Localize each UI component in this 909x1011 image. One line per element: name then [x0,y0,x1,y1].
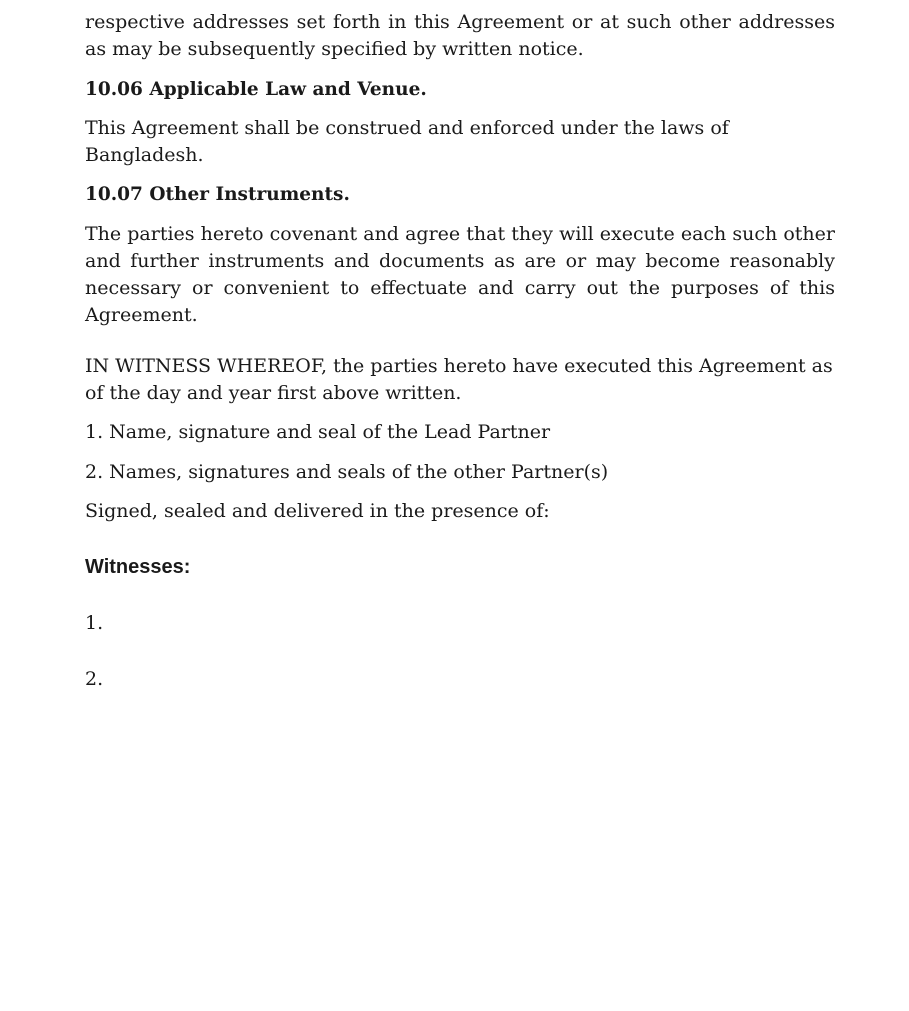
witnesses-label: Witnesses: [85,556,191,578]
witness-item: 2. [85,668,104,690]
witness-clause-line: of the day and year first above written. [85,382,462,404]
paragraph-line: Agreement. [85,304,198,326]
paragraph-line: and further instruments and documents as are or may become reasonably [85,250,835,272]
paragraph-line: The parties hereto covenant and agree that they will execute each such other [85,223,835,245]
paragraph-line: as may be subsequently specified by written notice. [85,38,584,60]
signatory-item: 1. Name, signature and seal of the Lead Partner [85,421,551,443]
witness-clause-line: IN WITNESS WHEREOF, the parties hereto have executed this Agreement as [85,355,833,377]
presence-line: Signed, sealed and delivered in the presence of: [85,500,550,522]
signatory-item: 2. Names, signatures and seals of the other Partner(s) [85,461,609,483]
paragraph-line: necessary or convenient to effectuate and carry out the purposes of this [85,277,835,299]
paragraph-line: Bangladesh. [85,144,204,166]
paragraph-line: This Agreement shall be construed and enforced under the laws of [85,117,729,139]
section-heading-1007: 10.07 Other Instruments. [85,184,350,205]
section-heading-1006: 10.06 Applicable Law and Venue. [85,79,427,100]
paragraph-line: respective addresses set forth in this Agreement or at such other addresses [85,11,835,33]
witness-item: 1. [85,612,104,634]
